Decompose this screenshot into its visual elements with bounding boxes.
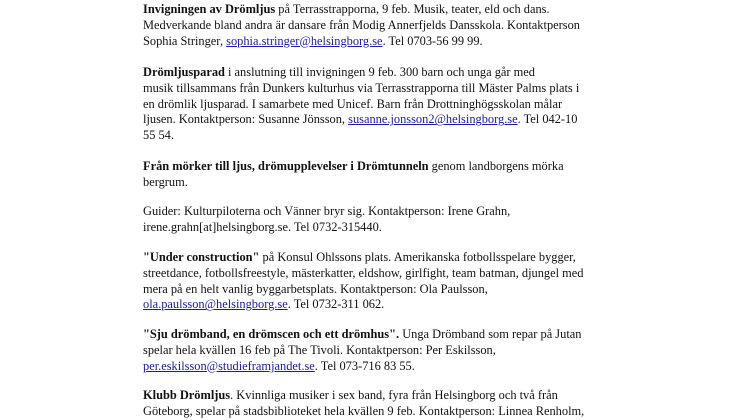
- text-line: mera på en helt vanlig byggarbetsplats. Kontaktperson: Ola Paulsson,: [143, 281, 488, 296]
- paragraph-dromtunneln: [143, 159, 613, 191]
- text-line: 55 54.: [143, 128, 174, 143]
- paragraph-sju-dromband: [143, 327, 613, 374]
- text-line: bergrum.: [143, 174, 188, 189]
- email-link[interactable]: per.eskilsson@studieframjandet.se: [143, 358, 315, 373]
- email-link[interactable]: sophia.stringer@helsingborg.se: [226, 33, 383, 48]
- text-line: Sophia Stringer, sophia.stringer@helsingborg.se. Tel 0703-56 99 99.: [143, 33, 483, 48]
- paragraph-dromljusparad: [143, 65, 613, 144]
- text-line: per.eskilsson@studieframjandet.se. Tel 073-716 83 55.: [143, 358, 415, 373]
- paragraph-klubb-dromljus: [143, 388, 613, 420]
- paragraph-invigningen: [143, 2, 613, 49]
- text-line: ola.paulsson@helsingborg.se. Tel 0732-311 062.: [143, 297, 385, 312]
- text-line: Klubb Drömljus. Kvinnliga musiker i sex band, fyra från Helsingborg och två från: [143, 388, 558, 402]
- text-line: en drömlik ljusparad. I samarbete med Unicef. Barn från Drottninghögsskolan målar: [143, 96, 563, 111]
- email-link[interactable]: ola.paulsson@helsingborg.se: [143, 297, 288, 312]
- event-title: Invigningen av Drömljus: [143, 2, 276, 16]
- text-line: irene.grahn[at]helsingborg.se. Tel 0732-315440.: [143, 219, 382, 234]
- event-title: Drömljusparad: [143, 65, 225, 79]
- text-line: Göteborg, spelar på stadsbiblioteket hela kvällen 9 feb. Kontaktperson: Linnea Renholm,: [143, 403, 585, 418]
- text-line: spelar hela kvällen 16 feb på The Tivoli. Kontaktperson: Per Eskilsson,: [143, 342, 496, 357]
- text-line: Medverkande bland andra är dansare från Modig Annerfjelds Dansskola. Kontaktperson: [143, 17, 580, 32]
- event-title: "Sju drömband, en drömscen och ett drömhus".: [143, 327, 400, 341]
- text-line: Invigningen av Drömljus på Terrasstrapporna, 9 feb. Musik, teater, eld och dans.: [143, 2, 550, 16]
- text-line: Från mörker till ljus, drömupplevelser i Drömtunneln genom landborgens mörka: [143, 159, 564, 173]
- text-line: musik tillsammans från Dunkers kulturhus via Terrasstrapporna till Mäster Palms plats i: [143, 80, 580, 95]
- text-line: "Sju drömband, en drömscen och ett drömhus". Unga Drömband som repar på Jutan: [143, 327, 582, 341]
- text-line: "Under construction" på Konsul Ohlssons plats. Amerikanska fotbollsspelare bygger,: [143, 250, 576, 264]
- paragraph-guider: [143, 204, 613, 236]
- text-line: ljusen. Kontaktperson: Susanne Jönsson, susanne.jonsson2@helsingborg.se. Tel 042-10: [143, 112, 578, 127]
- paragraph-under-construction: [143, 250, 613, 313]
- text-line: streetdance, fotbollsfreestyle, mästerkatter, eldshow, girlfight, team batman, djungel med: [143, 265, 584, 280]
- event-title: Klubb Drömljus: [143, 388, 231, 402]
- event-title: "Under construction": [143, 250, 260, 264]
- event-title: Från mörker till ljus, drömupplevelser i Drömtunneln: [143, 159, 429, 173]
- text-line: Drömljusparad i anslutning till invigningen 9 feb. 300 barn och unga går med: [143, 65, 535, 79]
- email-link[interactable]: susanne.jonsson2@helsingborg.se: [348, 112, 518, 127]
- text-line: Guider: Kulturpiloterna och Vänner bryr sig. Kontaktperson: Irene Grahn,: [143, 204, 511, 218]
